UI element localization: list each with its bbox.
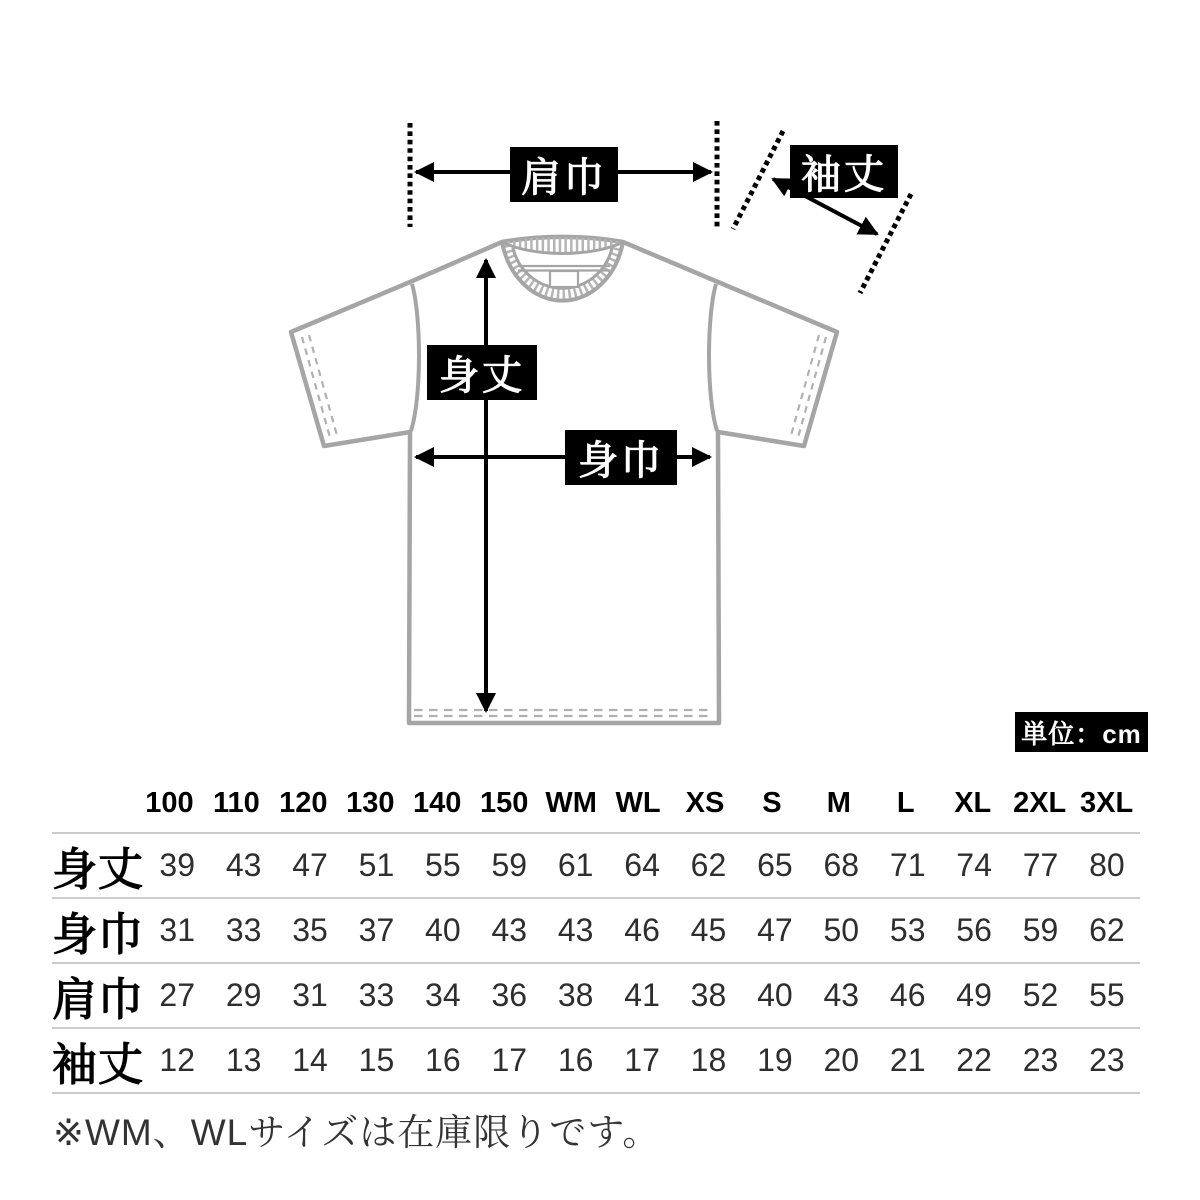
column-header-110: 110 bbox=[213, 786, 260, 819]
row-label: 身丈 bbox=[52, 844, 145, 895]
size-value: 51 bbox=[358, 847, 395, 883]
stock-footnote: ※WM、WLサイズは在庫限りです。 bbox=[53, 1112, 661, 1153]
size-value: 77 bbox=[1022, 847, 1059, 883]
row-label: 身巾 bbox=[52, 909, 145, 960]
size-value: 21 bbox=[889, 1042, 926, 1078]
size-value: 33 bbox=[225, 912, 262, 948]
size-value: 74 bbox=[956, 847, 992, 883]
size-value: 43 bbox=[491, 912, 528, 948]
size-value: 40 bbox=[425, 912, 461, 948]
size-value: 16 bbox=[425, 1042, 461, 1078]
size-value: 43 bbox=[823, 977, 860, 1013]
sleeve-length-label: 袖丈 bbox=[790, 145, 898, 198]
size-value: 61 bbox=[557, 847, 594, 883]
size-value: 56 bbox=[956, 912, 992, 948]
size-value: 41 bbox=[624, 977, 660, 1013]
column-header-3XL: 3XL bbox=[1080, 786, 1134, 819]
size-value: 47 bbox=[292, 847, 328, 883]
size-value: 62 bbox=[690, 847, 727, 883]
size-value: 29 bbox=[225, 977, 262, 1013]
size-value: 80 bbox=[1089, 847, 1125, 883]
size-table-header-row bbox=[52, 774, 1140, 834]
size-value: 23 bbox=[1022, 1042, 1059, 1078]
tshirt-silhouette bbox=[291, 237, 837, 723]
column-header-S: S bbox=[762, 786, 782, 819]
size-value: 45 bbox=[690, 912, 727, 948]
column-header-150: 150 bbox=[479, 786, 529, 819]
size-value: 47 bbox=[757, 912, 793, 948]
size-value: 31 bbox=[159, 912, 196, 948]
size-value: 37 bbox=[358, 912, 395, 948]
size-value: 43 bbox=[557, 912, 594, 948]
column-header-100: 100 bbox=[145, 786, 194, 819]
column-header-WM: WM bbox=[545, 786, 597, 819]
body-width-label: 身巾 bbox=[565, 430, 677, 485]
body-length-label: 身丈 bbox=[427, 345, 537, 400]
size-value: 15 bbox=[358, 1042, 395, 1078]
size-value: 64 bbox=[624, 847, 660, 883]
column-header-WL: WL bbox=[615, 786, 661, 819]
size-value: 39 bbox=[159, 847, 196, 883]
size-value: 40 bbox=[757, 977, 793, 1013]
tshirt-illustration bbox=[291, 237, 837, 723]
size-value: 68 bbox=[823, 847, 860, 883]
size-value: 34 bbox=[425, 977, 461, 1013]
size-value: 55 bbox=[425, 847, 461, 883]
size-value: 52 bbox=[1022, 977, 1059, 1013]
neck-tag bbox=[550, 271, 578, 287]
size-value: 65 bbox=[757, 847, 793, 883]
column-header-120: 120 bbox=[279, 786, 328, 819]
unit-badge: 単位：cm bbox=[1015, 712, 1148, 752]
size-value: 22 bbox=[956, 1042, 992, 1078]
size-value: 16 bbox=[557, 1042, 594, 1078]
column-header-2XL: 2XL bbox=[1013, 786, 1067, 819]
row-label: 袖丈 bbox=[52, 1039, 145, 1090]
size-value: 43 bbox=[225, 847, 262, 883]
size-value: 59 bbox=[1022, 912, 1059, 948]
column-header-130: 130 bbox=[346, 786, 395, 819]
size-table-row-3 bbox=[52, 1029, 1140, 1094]
size-value: 50 bbox=[823, 912, 860, 948]
size-value: 36 bbox=[491, 977, 528, 1013]
size-value: 33 bbox=[358, 977, 395, 1013]
size-table-row-2 bbox=[52, 964, 1140, 1029]
size-table-row-1 bbox=[52, 899, 1140, 964]
size-value: 17 bbox=[491, 1042, 528, 1078]
size-value: 53 bbox=[889, 912, 926, 948]
column-header-140: 140 bbox=[413, 786, 462, 819]
column-header-XS: XS bbox=[685, 786, 725, 819]
size-value: 49 bbox=[956, 977, 992, 1013]
size-value: 17 bbox=[624, 1042, 660, 1078]
size-value: 35 bbox=[292, 912, 328, 948]
size-value: 46 bbox=[889, 977, 926, 1013]
size-value: 18 bbox=[690, 1042, 727, 1078]
column-header-XL: XL bbox=[954, 786, 992, 819]
size-value: 71 bbox=[889, 847, 926, 883]
size-value: 59 bbox=[491, 847, 528, 883]
sleeve-guide-line-lower bbox=[860, 194, 911, 293]
size-value: 27 bbox=[159, 977, 196, 1013]
size-value: 19 bbox=[757, 1042, 793, 1078]
shoulder-width-label: 肩巾 bbox=[510, 147, 618, 202]
size-value: 55 bbox=[1089, 977, 1125, 1013]
size-value: 38 bbox=[557, 977, 594, 1013]
size-value: 31 bbox=[292, 977, 328, 1013]
row-label: 肩巾 bbox=[52, 974, 145, 1025]
column-header-M: M bbox=[826, 786, 851, 819]
size-value: 38 bbox=[690, 977, 727, 1013]
size-value: 13 bbox=[225, 1042, 262, 1078]
size-table-row-0 bbox=[52, 834, 1140, 899]
size-value: 62 bbox=[1089, 912, 1125, 948]
size-value: 14 bbox=[292, 1042, 328, 1078]
size-table bbox=[52, 774, 1140, 1094]
column-header-L: L bbox=[896, 786, 915, 819]
size-value: 23 bbox=[1089, 1042, 1125, 1078]
size-value: 46 bbox=[624, 912, 660, 948]
size-value: 20 bbox=[823, 1042, 860, 1078]
size-value: 12 bbox=[159, 1042, 196, 1078]
